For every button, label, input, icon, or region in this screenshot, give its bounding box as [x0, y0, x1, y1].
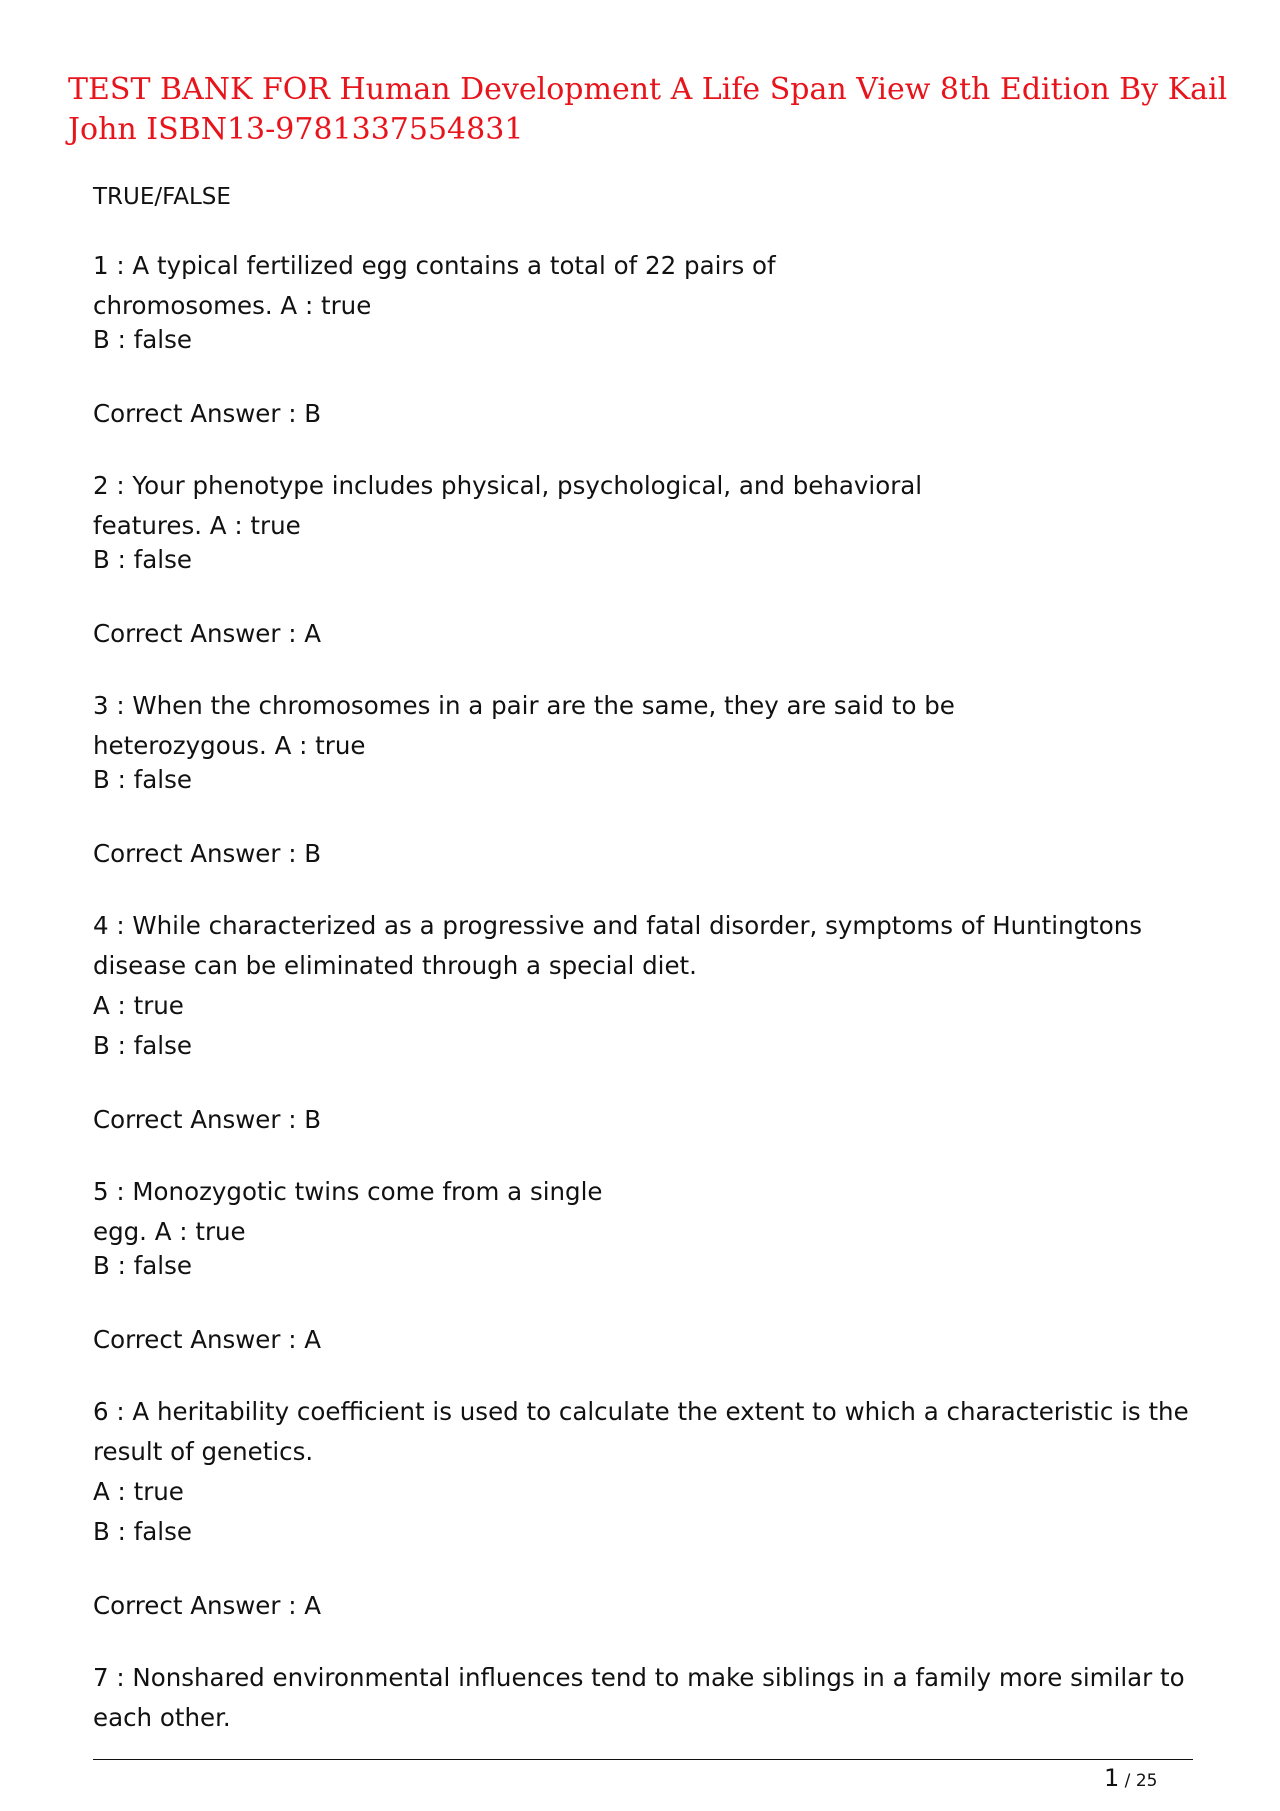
- page-current: 1: [1104, 1764, 1120, 1792]
- question-3: [93, 686, 1193, 874]
- question-7: [93, 1658, 1193, 1738]
- question-stem: 3 : When the chromosomes in a pair are the same, they are said to be: [93, 691, 955, 720]
- option-b: B : false: [93, 1031, 192, 1060]
- correct-answer: Correct Answer : B: [93, 1105, 322, 1134]
- option-b: B : false: [93, 325, 192, 354]
- question-list: [93, 246, 1193, 1770]
- question-5: [93, 1172, 1193, 1360]
- question-4: [93, 906, 1193, 1140]
- section-heading: TRUE/FALSE: [93, 184, 231, 210]
- question-2: [93, 466, 1193, 654]
- option-b: B : false: [93, 1251, 192, 1280]
- question-stem: 7 : Nonshared environmental influences tend to make siblings in a family more similar to each other.: [93, 1663, 1185, 1732]
- option-a: A : true: [93, 991, 184, 1020]
- correct-answer: Correct Answer : A: [93, 1591, 322, 1620]
- question-stem: 4 : While characterized as a progressive and fatal disorder, symptoms of Huntingtons disease can be eliminated through a special diet.: [93, 911, 1143, 980]
- option-b: B : false: [93, 765, 192, 794]
- question-1: [93, 246, 1193, 434]
- correct-answer: Correct Answer : B: [93, 399, 322, 428]
- page-number: [1104, 1763, 1157, 1796]
- option-b: B : false: [93, 545, 192, 574]
- question-stem-continuation: egg. A : true: [93, 1217, 246, 1246]
- correct-answer: Correct Answer : A: [93, 619, 322, 648]
- footer-divider: [93, 1759, 1193, 1760]
- question-stem: 1 : A typical fertilized egg contains a total of 22 pairs of: [93, 251, 776, 280]
- page-separator: /: [1119, 1771, 1136, 1791]
- question-6: [93, 1392, 1193, 1626]
- correct-answer: Correct Answer : B: [93, 839, 322, 868]
- question-stem-continuation: chromosomes. A : true: [93, 291, 372, 320]
- question-stem: 6 : A heritability coefficient is used to calculate the extent to which a characteristic is the result of genetics.: [93, 1397, 1189, 1466]
- option-b: B : false: [93, 1517, 192, 1546]
- correct-answer: Correct Answer : A: [93, 1325, 322, 1354]
- option-a: A : true: [93, 1477, 184, 1506]
- document-title: TEST BANK FOR Human Development A Life Span View 8th Edition By Kail John ISBN13-9781337554831: [68, 72, 1228, 147]
- page-total: 25: [1135, 1771, 1158, 1791]
- question-stem-continuation: heterozygous. A : true: [93, 731, 366, 760]
- question-stem: 5 : Monozygotic twins come from a single: [93, 1177, 603, 1206]
- question-stem: 2 : Your phenotype includes physical, psychological, and behavioral: [93, 471, 923, 500]
- question-stem-continuation: features. A : true: [93, 511, 301, 540]
